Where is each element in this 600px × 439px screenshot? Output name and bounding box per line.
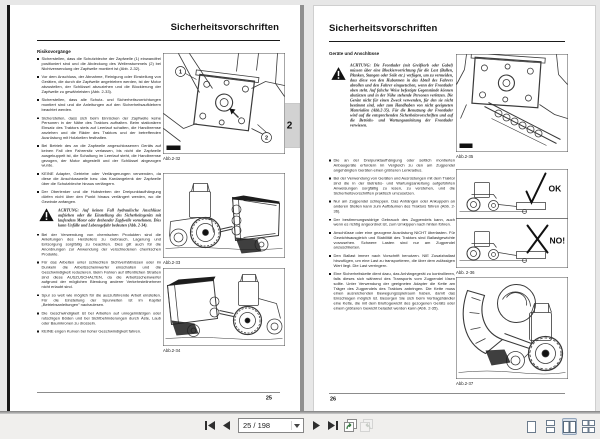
list-item: Bei der Verwendung von Geräten und Ausrüstungen mit dem Traktor sind die in der Betriebs- und Wartungsanleitung aufgeführten Anweisungen sorgfältig zu lesen, zu verstehen, und die Sicherheitsvorschriften praktisch umzusetzen. xyxy=(329,176,455,196)
warning-triangle-icon xyxy=(39,208,54,222)
page-number: 26 xyxy=(330,396,337,402)
list-item: Die Geschwindigkeit ist bei Arbeiten auf unregelmäßigen oder rutschigen Böden und bei Sichtbehinderungen durch Äste, Laub oder Baumkronen zu drosseln. xyxy=(37,311,161,326)
figure-column xyxy=(163,5,285,413)
list-item: Sicherstellen, dass die Schutzbleche der Zapfwelle (1) einwandfrei positioniert sind und die Abdeckung des Wellenstummels (2) bei Nichtverwendung der Zapfwelle montiert ist (Abb. 2-32). xyxy=(37,57,161,72)
page-title: Sicherheitsvorschriften xyxy=(170,22,279,33)
page-scan-edge-left xyxy=(7,5,10,413)
svg-text:OK: OK xyxy=(548,183,562,194)
figure-code-label xyxy=(460,144,473,149)
viewer-toolbar xyxy=(0,414,600,439)
list-item: Der Oberlenker und die Hubstreben der Dreipunktaufhängung dürfen nicht über den Punkt hinaus verlängert werden, wo die Gewinde anfangen. xyxy=(37,190,161,205)
previous-view-button[interactable] xyxy=(344,418,357,433)
pto-guard-drawing xyxy=(164,54,285,154)
figure-2-37 xyxy=(456,277,568,379)
warning-triangle-icon xyxy=(331,66,346,81)
towing-ok-no-drawing xyxy=(457,170,568,268)
next-page-button[interactable] xyxy=(310,418,323,433)
page-scan-edge-right xyxy=(300,5,304,413)
footer-rule xyxy=(37,392,280,393)
figure-2-32 xyxy=(163,53,285,154)
figure-2-33 xyxy=(163,173,285,258)
figure-caption: Abb.2-34 xyxy=(163,348,181,353)
list-item: Bei Betrieb des an die Zapfwelle angeschlossenen Geräts auf keinen Fall den Fahrersitz verlassen, bis nicht die Zapfwelle ausgekuppelt ist, die Schaltung im Leerlauf steht, die Handbremse gezogen, der Motor abgestellt und der Schlüssel abgezogen wurde. xyxy=(37,144,161,168)
list-item: Eine Sicherheitskette dient dazu, das Anhängegerät zu kontrollieren, falls dieses sich während des Transports vom Zugpendel lösen sollte. Unter Verwendung der geeigneten Adapter die Kette am Träger des Zugpendels des Traktors anbringen. Die Kette muss einen ausreichenden Bewegungsspielraum haben, damit das Einschlagen möglich ist. Besorgen Sie sich beim Vertragshändler eine Kette, die mit dem Bruttogewicht des gezogenen Geräts oder einem größeren Gewicht belastet werden kann (Abb. 2-35). xyxy=(329,272,455,311)
figure-column xyxy=(456,6,567,412)
single-page-view-button[interactable] xyxy=(524,418,539,435)
figure-2-34 xyxy=(163,268,285,346)
two-page-continuous-view-button[interactable] xyxy=(581,418,596,435)
next-page-icon xyxy=(313,421,321,430)
page-number-field xyxy=(238,418,304,433)
first-page-icon xyxy=(205,421,215,430)
list-item: Sicherstellen, dass alle Schutz- und Sicherheitsvorrichtungen montiert sind und die Anleitungen auf den Sicherheitsaufklebern beachtet werden. xyxy=(37,98,161,113)
next-view-button[interactable] xyxy=(360,418,373,433)
last-page-icon xyxy=(328,421,338,430)
list-item: Der bestimmungswidrige Gebrauch des Zugpendels kann, auch wenn es richtig angeordnet ist, zum Umkippen nach hinten führen. xyxy=(329,217,455,227)
text-column xyxy=(37,49,161,338)
implement-tractor-drawing xyxy=(164,269,285,346)
list-item: Für das Arbeiten unter schlechten Sichtverhältnissen oder im Dunkeln die Arbeitsscheinwerfer einschalten und die Geschwindigkeit reduzieren. Beim Fahren auf öffentlichen Straßen sind diese AUSZUSCHALTEN, da die Arbeitsscheinwerfer aufgrund der möglichen Blendung anderer Verkehrsteilnehmer nicht erlaubt sind. xyxy=(37,260,161,289)
list-item: Vor dem Anschluss, der Abnahme, Reinigung oder Einstellung von Geräten, die durch die Zapfwelle angetrieben werden, ist der Motor abzustellen, der Schlüssel abzuziehen und die Blockierung der Zapfwelle zu gewährleisten (Abb. 2-33). xyxy=(37,75,161,95)
footer-rule xyxy=(329,393,565,394)
list-item: Anschlüsse oder eine gezogene Ausrüstung NICHT überlasten. Für Gewichtsausgleich und Stabilität des Traktors sind Ballastgewichte vorzusehen. Schwere Lasten sind nur am Zugpendel anzuschließen. xyxy=(329,231,455,251)
field-divider xyxy=(291,421,292,430)
figure-code-label xyxy=(167,146,181,151)
list-item: Sicherstellen, dass sich beim Einrücken der Zapfwelle keine Personen in der Nähe des Traktors aufhalten. Beim stationären Einsatz des Traktors stets auf Leerlauf schalten, die Handbremse anziehen und die Räder des Traktors und der betreffenden Ausrüstung mit Holzkeilen festhalten. xyxy=(37,116,161,140)
text-column xyxy=(329,158,455,314)
list-item: KEINE Adapter, Getriebe oder Verlängerungen verwenden, da diese die Anschlusswelle bzw. das Kardangelenk der Zapfwelle über die Schutzbleche hinaus verlängern. xyxy=(37,172,161,187)
figure-2-35 xyxy=(456,54,568,152)
previous-view-icon xyxy=(344,419,357,432)
svg-text:1: 1 xyxy=(178,69,183,76)
previous-page-button[interactable] xyxy=(219,418,232,433)
first-page-button[interactable] xyxy=(203,418,216,433)
continuous-pages-icon xyxy=(546,420,555,433)
loader-frame-drawing xyxy=(457,55,568,152)
figure-caption: Abb.2-33 xyxy=(163,260,181,265)
manual-page-right xyxy=(313,5,596,413)
figure-caption: Abb.2-35 xyxy=(456,154,474,159)
continuous-view-button[interactable] xyxy=(543,418,558,435)
warning-block xyxy=(39,208,161,228)
section-title: Geräte und Anschlüsse xyxy=(329,51,380,56)
figure-caption: Abb. 2-36 xyxy=(456,270,475,275)
list-item: Den Ballast immer nach Vorschrift benutzen. NIE Zusatzballast hinzufügen, um eine Last zu transportieren, die über dem zulässigen Wert liegt. Die Last verringern. xyxy=(329,254,455,269)
figure-caption: Abb.2-32 xyxy=(163,156,181,161)
svg-text:2: 2 xyxy=(264,135,269,142)
list-item: Spur so weit wie möglich für die auszuführende Arbeit einstellen. Für die Einstellung der Spurweiten ist im Kapitel „Betriebsanleitungen” nachzulesen. xyxy=(37,293,161,308)
section-title: Risikovorgänge xyxy=(37,49,71,54)
svg-text:NO!: NO! xyxy=(549,235,566,246)
two-page-icon xyxy=(563,421,576,433)
page-title: Sicherheitsvorschriften xyxy=(329,23,438,34)
last-page-button[interactable] xyxy=(326,418,339,433)
front-loader-bale-drawing xyxy=(457,278,568,379)
list-item: Bei der Verwendung von chemischen Produkten sind die Anleitungen des Herstellers zu Gebrauch, Lagerung und Entsorgung sorgfältig zu beachten. Dies gilt auch für die Anordnungen zur Anwendung der verschiedenen chemischen Produkte. xyxy=(37,232,161,256)
manual-page-left xyxy=(7,5,304,413)
page-number-input[interactable] xyxy=(239,419,293,432)
figure-2-36 xyxy=(456,169,568,268)
two-page-continuous-icon xyxy=(582,420,595,433)
warning-block xyxy=(331,63,453,128)
page-layout-switcher xyxy=(524,418,596,435)
list-item: Nur am Zugpendel schleppen. Das Anhängen oder Ankuppeln an anderen Stellen kann zum Aufbäumen des Traktors führen (Abb. 2-36). xyxy=(329,199,455,214)
list-item: KEINE engen Kurven bei hoher Geschwindigkeit fahren. xyxy=(37,329,161,334)
dropdown-caret-icon[interactable] xyxy=(294,424,300,428)
tractor-implement-drawing xyxy=(164,174,285,258)
list-item: Die an der Dreipunktaufhängung oder seitlich montierten Anbaugeräte erfordern im Vergleich zu den am Zugpendel angehängten Geräten einen größeren Lenkradius. xyxy=(329,158,455,173)
page-navigation xyxy=(203,418,373,433)
warning-text: ACHTUNG: Auf keinen Fall hydraulische Anschlüsse aufziehen oder die Einstellung des Sicherheitsgeräts mit laufendem Motor oder drehender Zapfwelle vornehmen. Dies kann Unfälle und Lebensgefahr bedeuten (Abb. 2-34). xyxy=(58,207,161,228)
page-number: 25 xyxy=(265,395,272,401)
warning-text: ACHTUNG: Die Frontlader (mit Greifkorb oder Gabel) müssen über eine Blockiervorrichtung für die Last (Ballen, Planken, Stangen oder Seile etc.) verfügen, um zu vermeiden, dass diese von den Hubarmen in das Abteil des Fahrers abrollen und den Fahrer einquetschen, wenn der Frontlader oben steht. Auf falsche Weise befestigte Gegenstände können abstürzen und in der Nähe stehende Personen verletzen. Die Geräte nicht für einen Zweck verwenden, für den sie nicht bestimmt sind, oder zum Handhaben von nicht geeigneten Materialien (Abb.2-35). Für die Benutzung der Frontlader wird auf die entsprechenden Sicherheitsvorschriften und auf die Betriebs- und Wartungsanleitung der Frontlader verwiesen. xyxy=(350,63,453,128)
previous-page-icon xyxy=(222,421,230,430)
single-page-icon xyxy=(527,421,536,433)
chapter-tab: 2 xyxy=(279,103,300,148)
two-page-view-button[interactable] xyxy=(562,418,577,435)
figure-caption: Abb.2-37 xyxy=(456,381,474,386)
next-view-icon xyxy=(360,419,373,432)
